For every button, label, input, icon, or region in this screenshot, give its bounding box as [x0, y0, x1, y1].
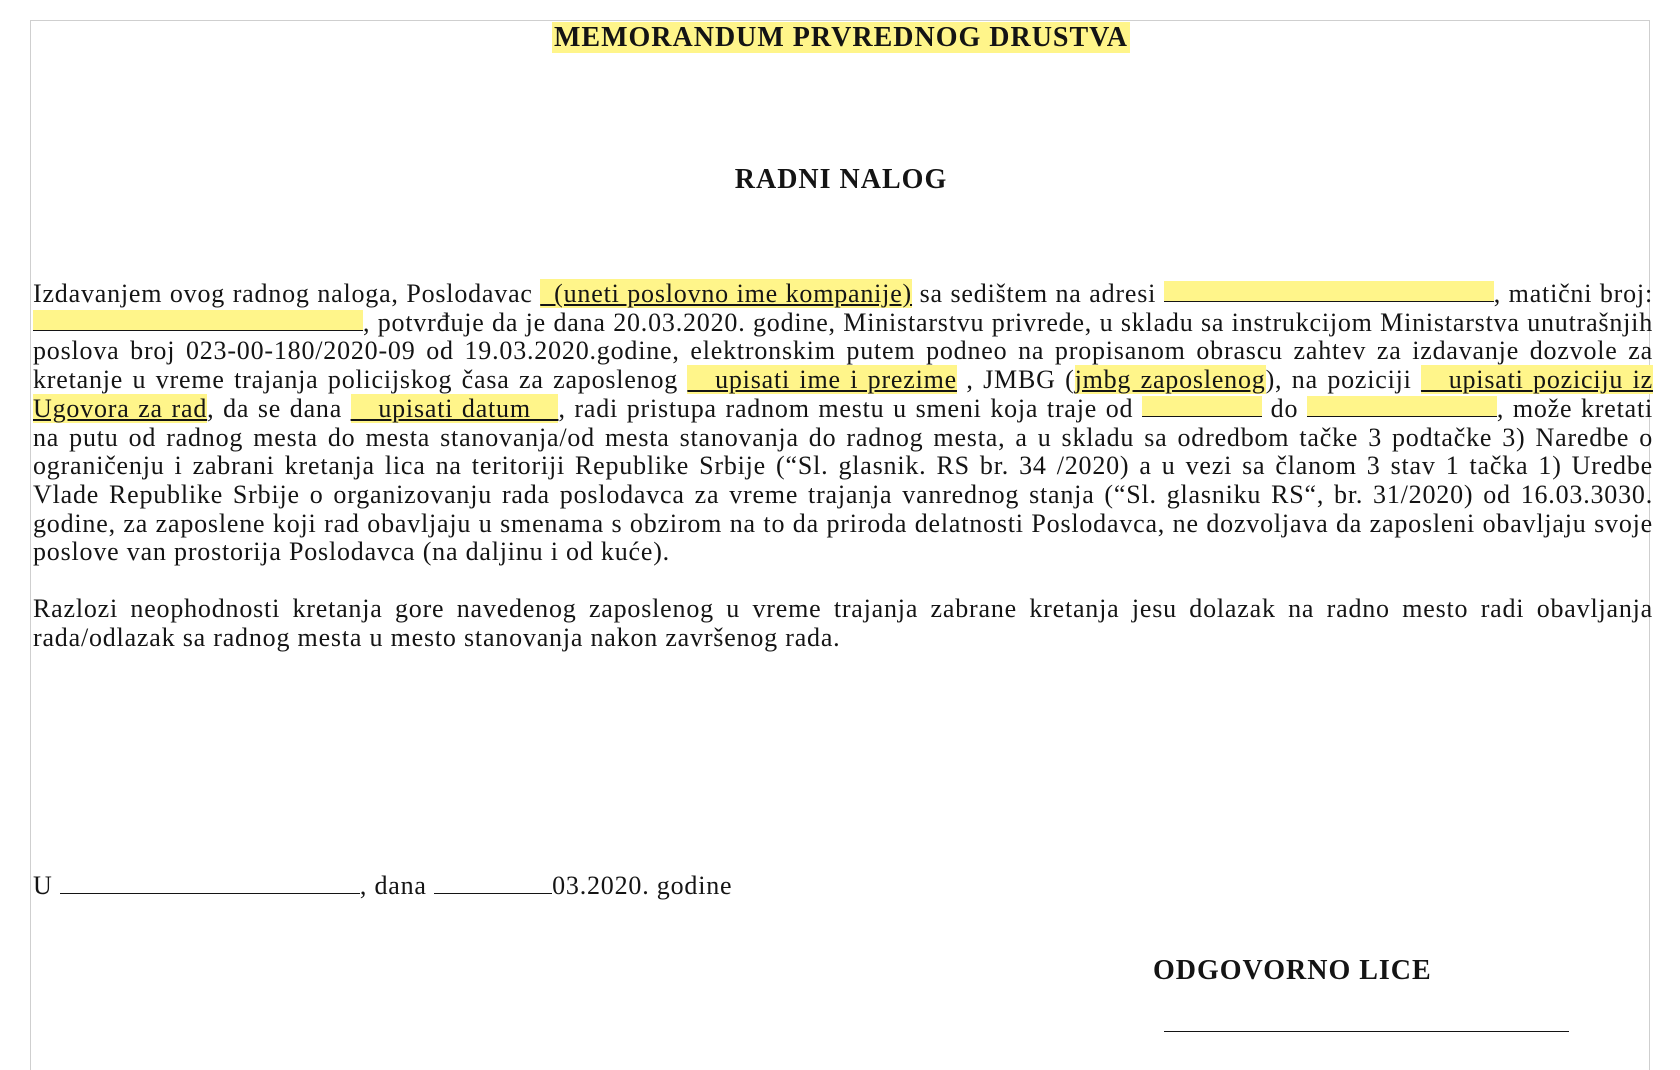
- place-blank[interactable]: [60, 873, 360, 894]
- company-name-placeholder[interactable]: _(uneti poslovno ime kompanije): [540, 279, 913, 308]
- paragraph-work-order: [33, 280, 1653, 567]
- text-segment: , JMBG (: [957, 365, 1075, 395]
- date-prefix: , dana: [359, 871, 427, 900]
- text-segment: , potvrđuje da je dana 20.03.2020. godine, Ministarstvu privrede, u skladu sa instrukcijom Ministarstva unutrašnjih poslova broj 023-00-180/2020-09 od 19.03.2020.godine, elektronskim putem podneo na propisanom obrascu zahtev za izdavanje dozvole za kretanje u vreme trajanja policijskog časa za zaposlenog: [33, 307, 1653, 395]
- date-placeholder[interactable]: __upisati datum__: [350, 393, 559, 423]
- text-segment: , matični broj:: [1493, 279, 1653, 308]
- signature-line[interactable]: [1164, 1031, 1569, 1032]
- shift-end-blank[interactable]: [1307, 396, 1497, 417]
- employee-name-placeholder[interactable]: __upisati ime i prezime: [687, 365, 957, 395]
- text-segment: , može kretati na putu od radnog mesta do mesta stanovanja/od mesta stanovanja do radnog mesta, a u skladu sa odredbom tačke 3 podtačke 3) Naredbe o ograničenju i zabrani kretanja lica na teritoriji Republike Srbije (“Sl. glasnik. RS br. 34 /2020) a u vezi sa članom 3 stav 1 tačka 1) Uredbe Vlade Republike Srbije o organizovanju rada poslodavca za vreme trajanja vanrednog stanja (“Sl. glasniku RS“, br. 31/2020) od 16.03.3030. godine, za zaposlene koji rad obavljaju u smenama s obzirom na to da priroda delatnosti Poslodavca, ne dozvoljava da zaposleni obavljaju svoje poslove van prostorija Poslodavca (na daljinu i od kuće).: [33, 393, 1653, 567]
- text-segment: do: [1262, 393, 1307, 423]
- memorandum-text: MEMORANDUM PRVREDNOG DRUSTVA: [553, 22, 1129, 53]
- day-blank[interactable]: [434, 873, 552, 894]
- registration-number-blank[interactable]: [33, 310, 363, 331]
- signature-label: ODGOVORNO LICE: [1153, 955, 1432, 986]
- date-suffix: 03.2020. godine: [552, 871, 733, 900]
- address-blank[interactable]: [1164, 281, 1494, 302]
- text-segment: ), na poziciji: [1265, 365, 1422, 395]
- position-placeholder[interactable]: __upisati poziciju iz Ugovora za rad: [33, 365, 1653, 423]
- document-title: RADNI NALOG: [734, 164, 948, 195]
- paragraph-reasons: Razlozi neophodnosti kretanja gore navedenog zaposlenog u vreme trajanja zabrane kretanja jesu dolazak na radno mesto radi obavljanja rada/odlazak sa radnog mesta u mesto stanovanja nakon završenog rada.: [33, 594, 1653, 652]
- jmbg-placeholder[interactable]: jmbg zaposlenog: [1074, 365, 1266, 395]
- place-prefix: U: [33, 871, 53, 900]
- place-date-line: [33, 871, 732, 901]
- shift-start-blank[interactable]: [1142, 396, 1262, 417]
- text-segment: sa sedištem na adresi: [912, 279, 1164, 308]
- main-text: [33, 280, 1653, 652]
- memorandum-header: [31, 21, 1651, 55]
- text-segment: , radi pristupa radnom mestu u smeni koja traje od: [558, 393, 1142, 423]
- text-segment: , da se dana: [207, 393, 351, 423]
- document-page: [30, 20, 1653, 1070]
- text-segment: Izdavanjem ovog radnog naloga, Poslodavac: [33, 279, 541, 308]
